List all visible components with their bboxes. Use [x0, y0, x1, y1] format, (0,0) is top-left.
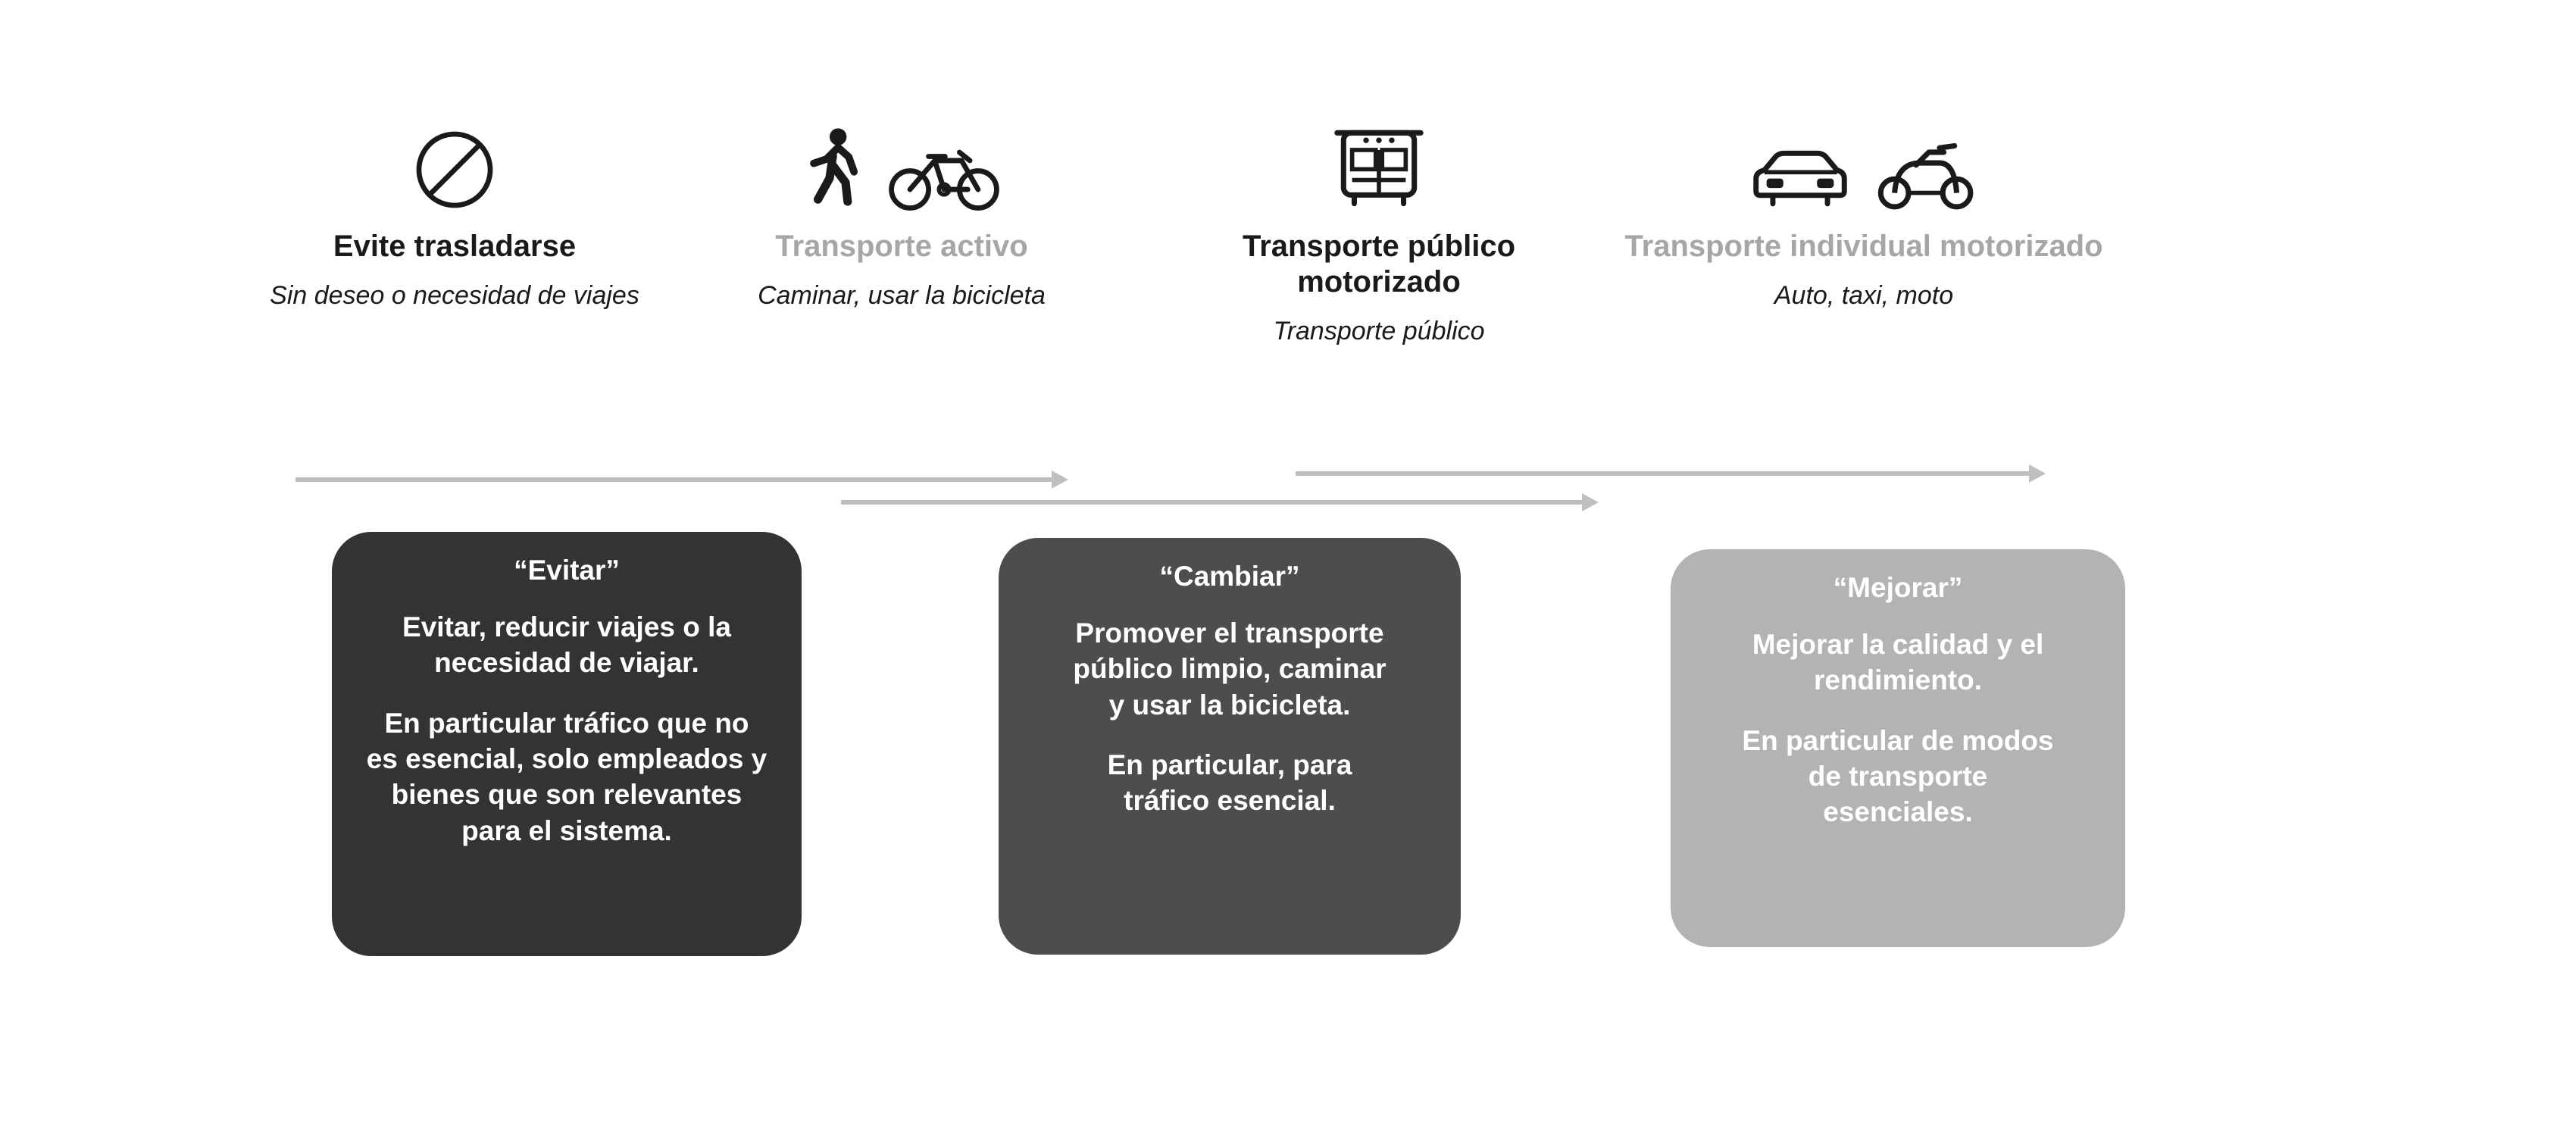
column-icon-group — [1167, 114, 1591, 212]
card-paragraph: En particular de modos de transporte esenciales. — [1742, 724, 2054, 828]
strategy-cards — [0, 523, 2576, 962]
arrow-head — [1582, 493, 1599, 511]
pedestrian-icon — [802, 127, 868, 212]
arrow-head — [1052, 470, 1068, 489]
bicycle-icon — [887, 138, 1001, 212]
bus-icon — [1330, 124, 1427, 212]
arrow-shaft — [841, 500, 1585, 505]
column-icon-group — [1621, 114, 2106, 212]
column-subtitle: Auto, taxi, moto — [1774, 281, 1954, 311]
arrow-shaft — [1296, 471, 2032, 476]
progress-arrow-2 — [841, 499, 1599, 506]
card-paragraph: Promover el transporte público limpio, caminar y usar la bicicleta. — [1073, 617, 1386, 721]
column-transporte-activo — [697, 114, 1106, 312]
column-transporte-individual-motorizado — [1621, 114, 2106, 312]
column-title: Transporte activo — [775, 230, 1028, 263]
card-title: “Cambiar” — [1159, 561, 1300, 592]
progress-arrow-3 — [1296, 470, 2046, 477]
column-subtitle: Sin deseo o necesidad de viajes — [270, 281, 639, 311]
card-title: “Mejorar” — [1833, 572, 1963, 603]
card-mejorar — [1671, 549, 2125, 947]
column-transporte-publico-motorizado — [1167, 114, 1591, 348]
progress-arrow-1 — [295, 476, 1068, 483]
card-evitar — [332, 532, 802, 956]
arrow-shaft — [295, 477, 1055, 482]
column-icon-group — [250, 114, 659, 212]
card-title: “Evitar” — [514, 555, 620, 586]
card-paragraph: En particular tráfico que no es esencial, solo empleados y bienes que son relevantes para el sistema. — [366, 707, 767, 846]
arrow-group — [0, 455, 2576, 530]
arrow-head — [2029, 464, 2046, 483]
card-paragraph: En particular, para tráfico esencial. — [1107, 749, 1352, 817]
scooter-icon — [1873, 139, 1980, 212]
card-paragraph: Evitar, reducir viajes o la necesidad de viajar. — [402, 611, 731, 679]
column-subtitle: Transporte público — [1273, 317, 1485, 346]
column-title: Transporte público motorizado — [1242, 230, 1516, 299]
car-icon — [1747, 147, 1853, 212]
column-title: Evite trasladarse — [333, 230, 577, 263]
card-cambiar — [999, 538, 1461, 955]
no-entry-icon — [412, 127, 497, 212]
column-evite-trasladarse — [250, 114, 659, 312]
card-paragraph: Mejorar la calidad y el rendimiento. — [1752, 629, 2044, 696]
column-title: Transporte individual motorizado — [1624, 230, 2103, 263]
mode-columns — [0, 114, 2576, 455]
column-icon-group — [697, 114, 1106, 212]
column-subtitle: Caminar, usar la bicicleta — [758, 281, 1046, 311]
